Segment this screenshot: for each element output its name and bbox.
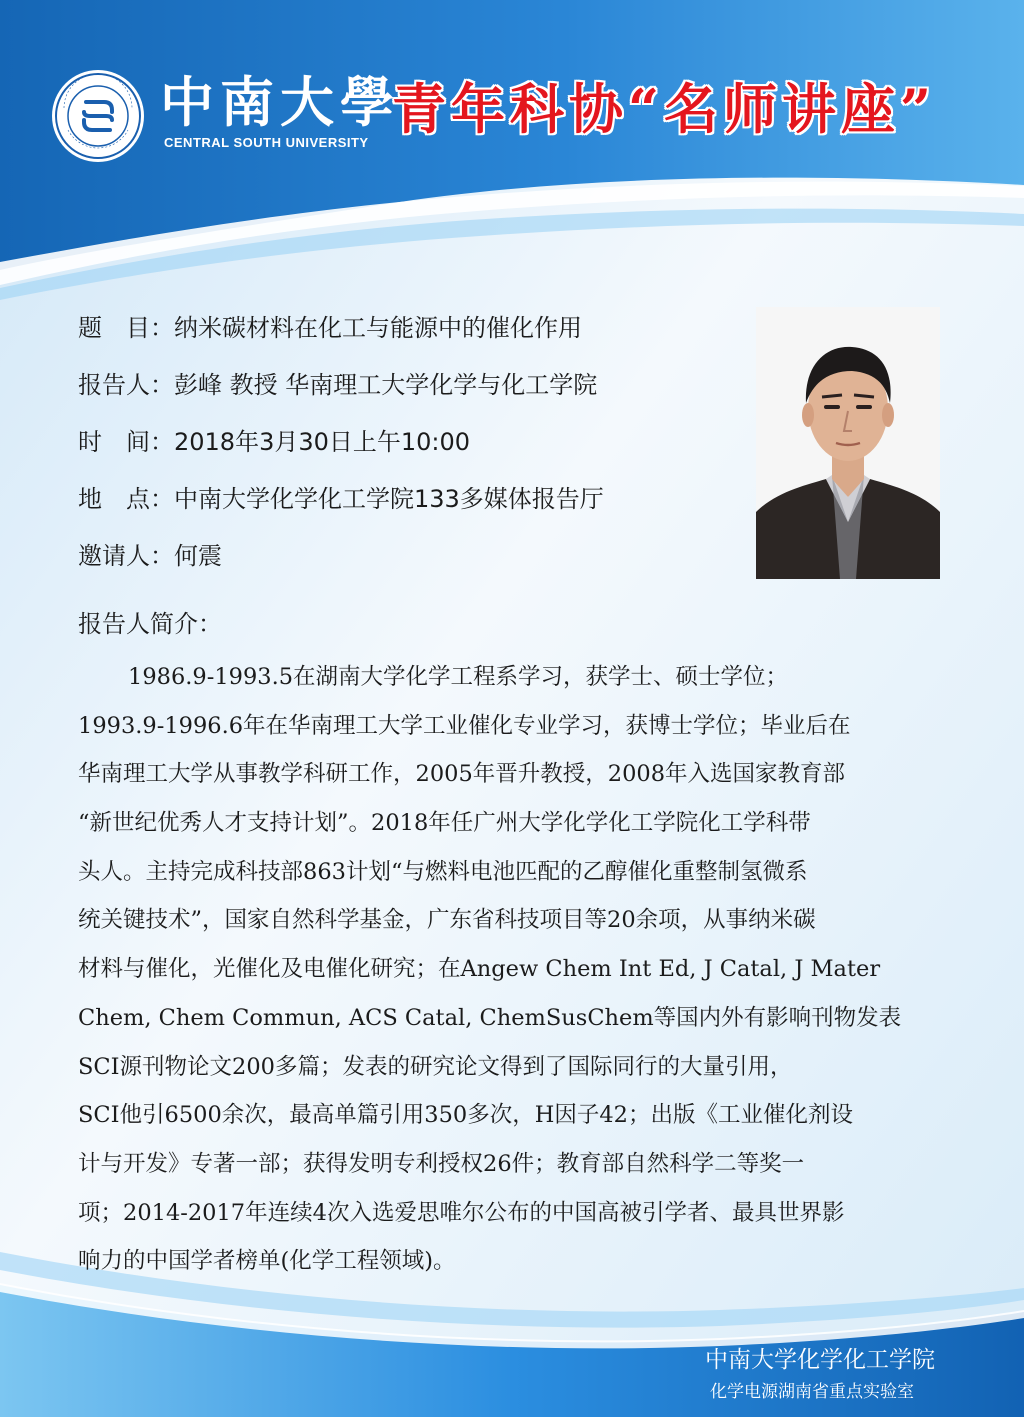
bio-line: 华南理工大学从事教学科研工作，2005年晋升教授，2008年入选国家教育部	[78, 761, 846, 788]
host-label: 邀请人：	[78, 542, 174, 570]
topic-label: 题 目：	[78, 314, 174, 342]
university-seal-icon	[50, 68, 146, 164]
place-row	[78, 475, 738, 532]
bio-line: “新世纪优秀人才支持计划”。2018年任广州大学化学化工学院化工学科带	[78, 810, 811, 837]
university-name-cn: 中南大學	[160, 70, 400, 134]
intro-heading: 报告人简介：	[78, 610, 222, 638]
bio-line: 响力的中国学者榜单(化学工程领域)。	[78, 1248, 456, 1275]
speaker-portrait	[756, 307, 940, 579]
bio-line: 1986.9-1993.5在湖南大学化学工程系学习，获学士、硕士学位；	[128, 664, 789, 690]
speaker-value: 彭峰 教授 华南理工大学化学与化工学院	[174, 371, 598, 399]
speaker-bio	[78, 655, 948, 1288]
bio-line: 项；2014-2017年连续4次入选爱思唯尔公布的中国高被引学者、最具世界影	[78, 1199, 845, 1226]
lecture-info	[78, 304, 738, 589]
portrait-illustration	[756, 307, 940, 579]
bio-line: SCI他引6500余次，最高单篇引用350多次，H因子42；出版《工业催化剂设	[78, 1102, 853, 1129]
footer-lab: 化学电源湖南省重点实验室	[710, 1382, 914, 1402]
place-value: 中南大学化学化工学院133多媒体报告厅	[174, 485, 604, 513]
topic-row	[78, 304, 738, 361]
bio-line: 计与开发》专著一部；获得发明专利授权26件；教育部自然科学二等奖一	[78, 1150, 805, 1177]
time-value: 2018年3月30日上午10:00	[174, 428, 471, 456]
bio-line: 统关键技术”，国家自然科学基金，广东省科技项目等20余项，从事纳米碳	[78, 907, 816, 934]
host-value: 何震	[174, 542, 222, 570]
speaker-row	[78, 361, 738, 418]
bio-line: 头人。主持完成科技部863计划“与燃料电池匹配的乙醇催化重整制氢微系	[78, 858, 808, 885]
time-row	[78, 418, 738, 475]
topic-value: 纳米碳材料在化工与能源中的催化作用	[174, 314, 582, 342]
host-row	[78, 532, 738, 589]
lecture-series-title: 青年科协“名师讲座”	[392, 77, 937, 141]
time-label: 时 间：	[78, 428, 174, 456]
bio-line: SCI源刊物论文200多篇；发表的研究论文得到了国际同行的大量引用，	[78, 1053, 793, 1080]
bio-line: 材料与催化，光催化及电催化研究；在Angew Chem Int Ed, J Catal, J Mater	[78, 956, 881, 983]
footer-department: 中南大学化学化工学院	[705, 1347, 935, 1373]
place-label: 地 点：	[78, 485, 174, 513]
bio-line: Chem, Chem Commun, ACS Catal, ChemSusChem等国内外有影响刊物发表	[78, 1004, 902, 1031]
university-name-en: CENTRAL SOUTH UNIVERSITY	[164, 135, 369, 150]
speaker-label: 报告人：	[78, 371, 174, 399]
bio-line: 1993.9-1996.6年在华南理工大学工业催化专业学习，获博士学位；毕业后在	[78, 712, 851, 739]
